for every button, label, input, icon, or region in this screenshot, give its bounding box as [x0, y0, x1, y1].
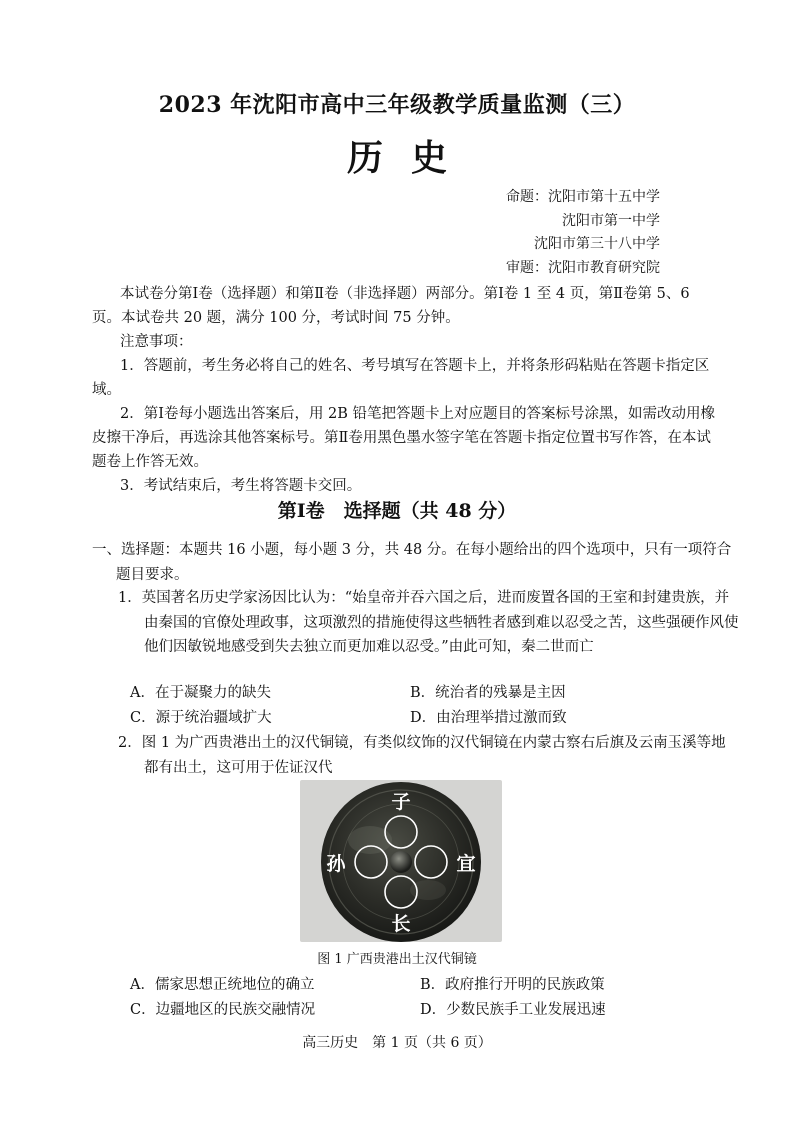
q1-option-b[interactable]: B．统治者的残暴是主因: [410, 685, 566, 701]
mirror-knob: [390, 851, 412, 873]
q2-option-b[interactable]: B．政府推行开明的民族政策: [420, 977, 605, 993]
credit-line: 审题：沈阳市教育研究院: [506, 259, 660, 276]
q2-option-d[interactable]: D．少数民族手工业发展迅速: [420, 1002, 606, 1018]
mirror-char-right: 宜: [456, 853, 476, 875]
intro-paragraph: 本试卷分第Ⅰ卷（选择题）和第Ⅱ卷（非选择题）两部分。第Ⅰ卷 1 至 4 页，第Ⅱ卷第 5、6 页。本试卷共 20 题，满分 100 分，考试时间 75 分钟。: [92, 286, 690, 326]
q1-option-c[interactable]: C．源于统治疆域扩大: [130, 710, 272, 726]
section-title: 第Ⅰ卷 选择题（共 48 分）: [277, 500, 517, 522]
q2-option-a[interactable]: A．儒家思想正统地位的确立: [130, 977, 315, 993]
question-2-stem: 2．图 1 为广西贵港出土的汉代铜镜，有类似纹饰的汉代铜镜在内蒙古察右后旗及云南玉溪等地都有出土，这可用于佐证汉代: [118, 735, 726, 776]
bronze-mirror-image: [300, 780, 502, 942]
q1-option-a[interactable]: A．在于凝聚力的缺失: [130, 685, 271, 701]
question-1-stem: 1．英国著名历史学家汤因比认为：“始皇帝并吞六国之后，进而废置各国的王室和封建贵族，并由秦国的官僚处理政事，这项激烈的措施使得这些牺牲者感到难以忍受之苦，这些强硬作风使他们因敏锐地感受到失去独立而更加难以忍受。”由此可知，秦二世而亡: [118, 590, 739, 655]
mirror-char-bottom: 长: [391, 913, 411, 935]
credit-line: 沈阳市第三十八中学: [534, 236, 660, 252]
q1-option-d[interactable]: D．由治理举措过激而致: [410, 710, 567, 726]
bronze-mirror-photo: [300, 780, 502, 942]
credit-line: 沈阳市第一中学: [562, 212, 660, 229]
credit-line: 命题：沈阳市第十五中学: [506, 189, 660, 205]
q2-option-c[interactable]: C．边疆地区的民族交融情况: [130, 1002, 316, 1018]
mirror-char-left: 孙: [326, 853, 346, 875]
exam-title: 2023 年沈阳市高中三年级教学质量监测（三）: [158, 92, 636, 118]
credits: [440, 186, 660, 280]
page-footer: 高三历史 第 1 页（共 6 页）: [302, 1035, 492, 1051]
subject-title: 历史: [346, 137, 475, 179]
intro-section: [92, 282, 718, 498]
notice-item: 2．第Ⅰ卷每小题选出答案后，用 2B 铅笔把答题卡上对应题目的答案标号涂黑，如需改动用橡皮擦干净后，再选涂其他答案标号。第Ⅱ卷用黑色墨水签字笔在答题卡指定位置书写作答，在本试题卷上作答无效。: [92, 406, 716, 470]
notice-item: 3．考试结束后，考生将答题卡交回。: [120, 478, 362, 494]
notice-item: 1．答题前，考生务必将自己的姓名、考号填写在答题卡上，并将条形码粘贴在答题卡指定区域。: [92, 358, 710, 398]
figure-caption: 图 1 广西贵港出土汉代铜镜: [317, 952, 477, 967]
notice-heading: 注意事项：: [120, 334, 193, 350]
section-instruction: 一、选择题：本题共 16 小题，每小题 3 分，共 48 分。在每小题给出的四个选项中，只有一项符合题目要求。: [92, 542, 732, 583]
mirror-char-top: 子: [391, 791, 411, 813]
